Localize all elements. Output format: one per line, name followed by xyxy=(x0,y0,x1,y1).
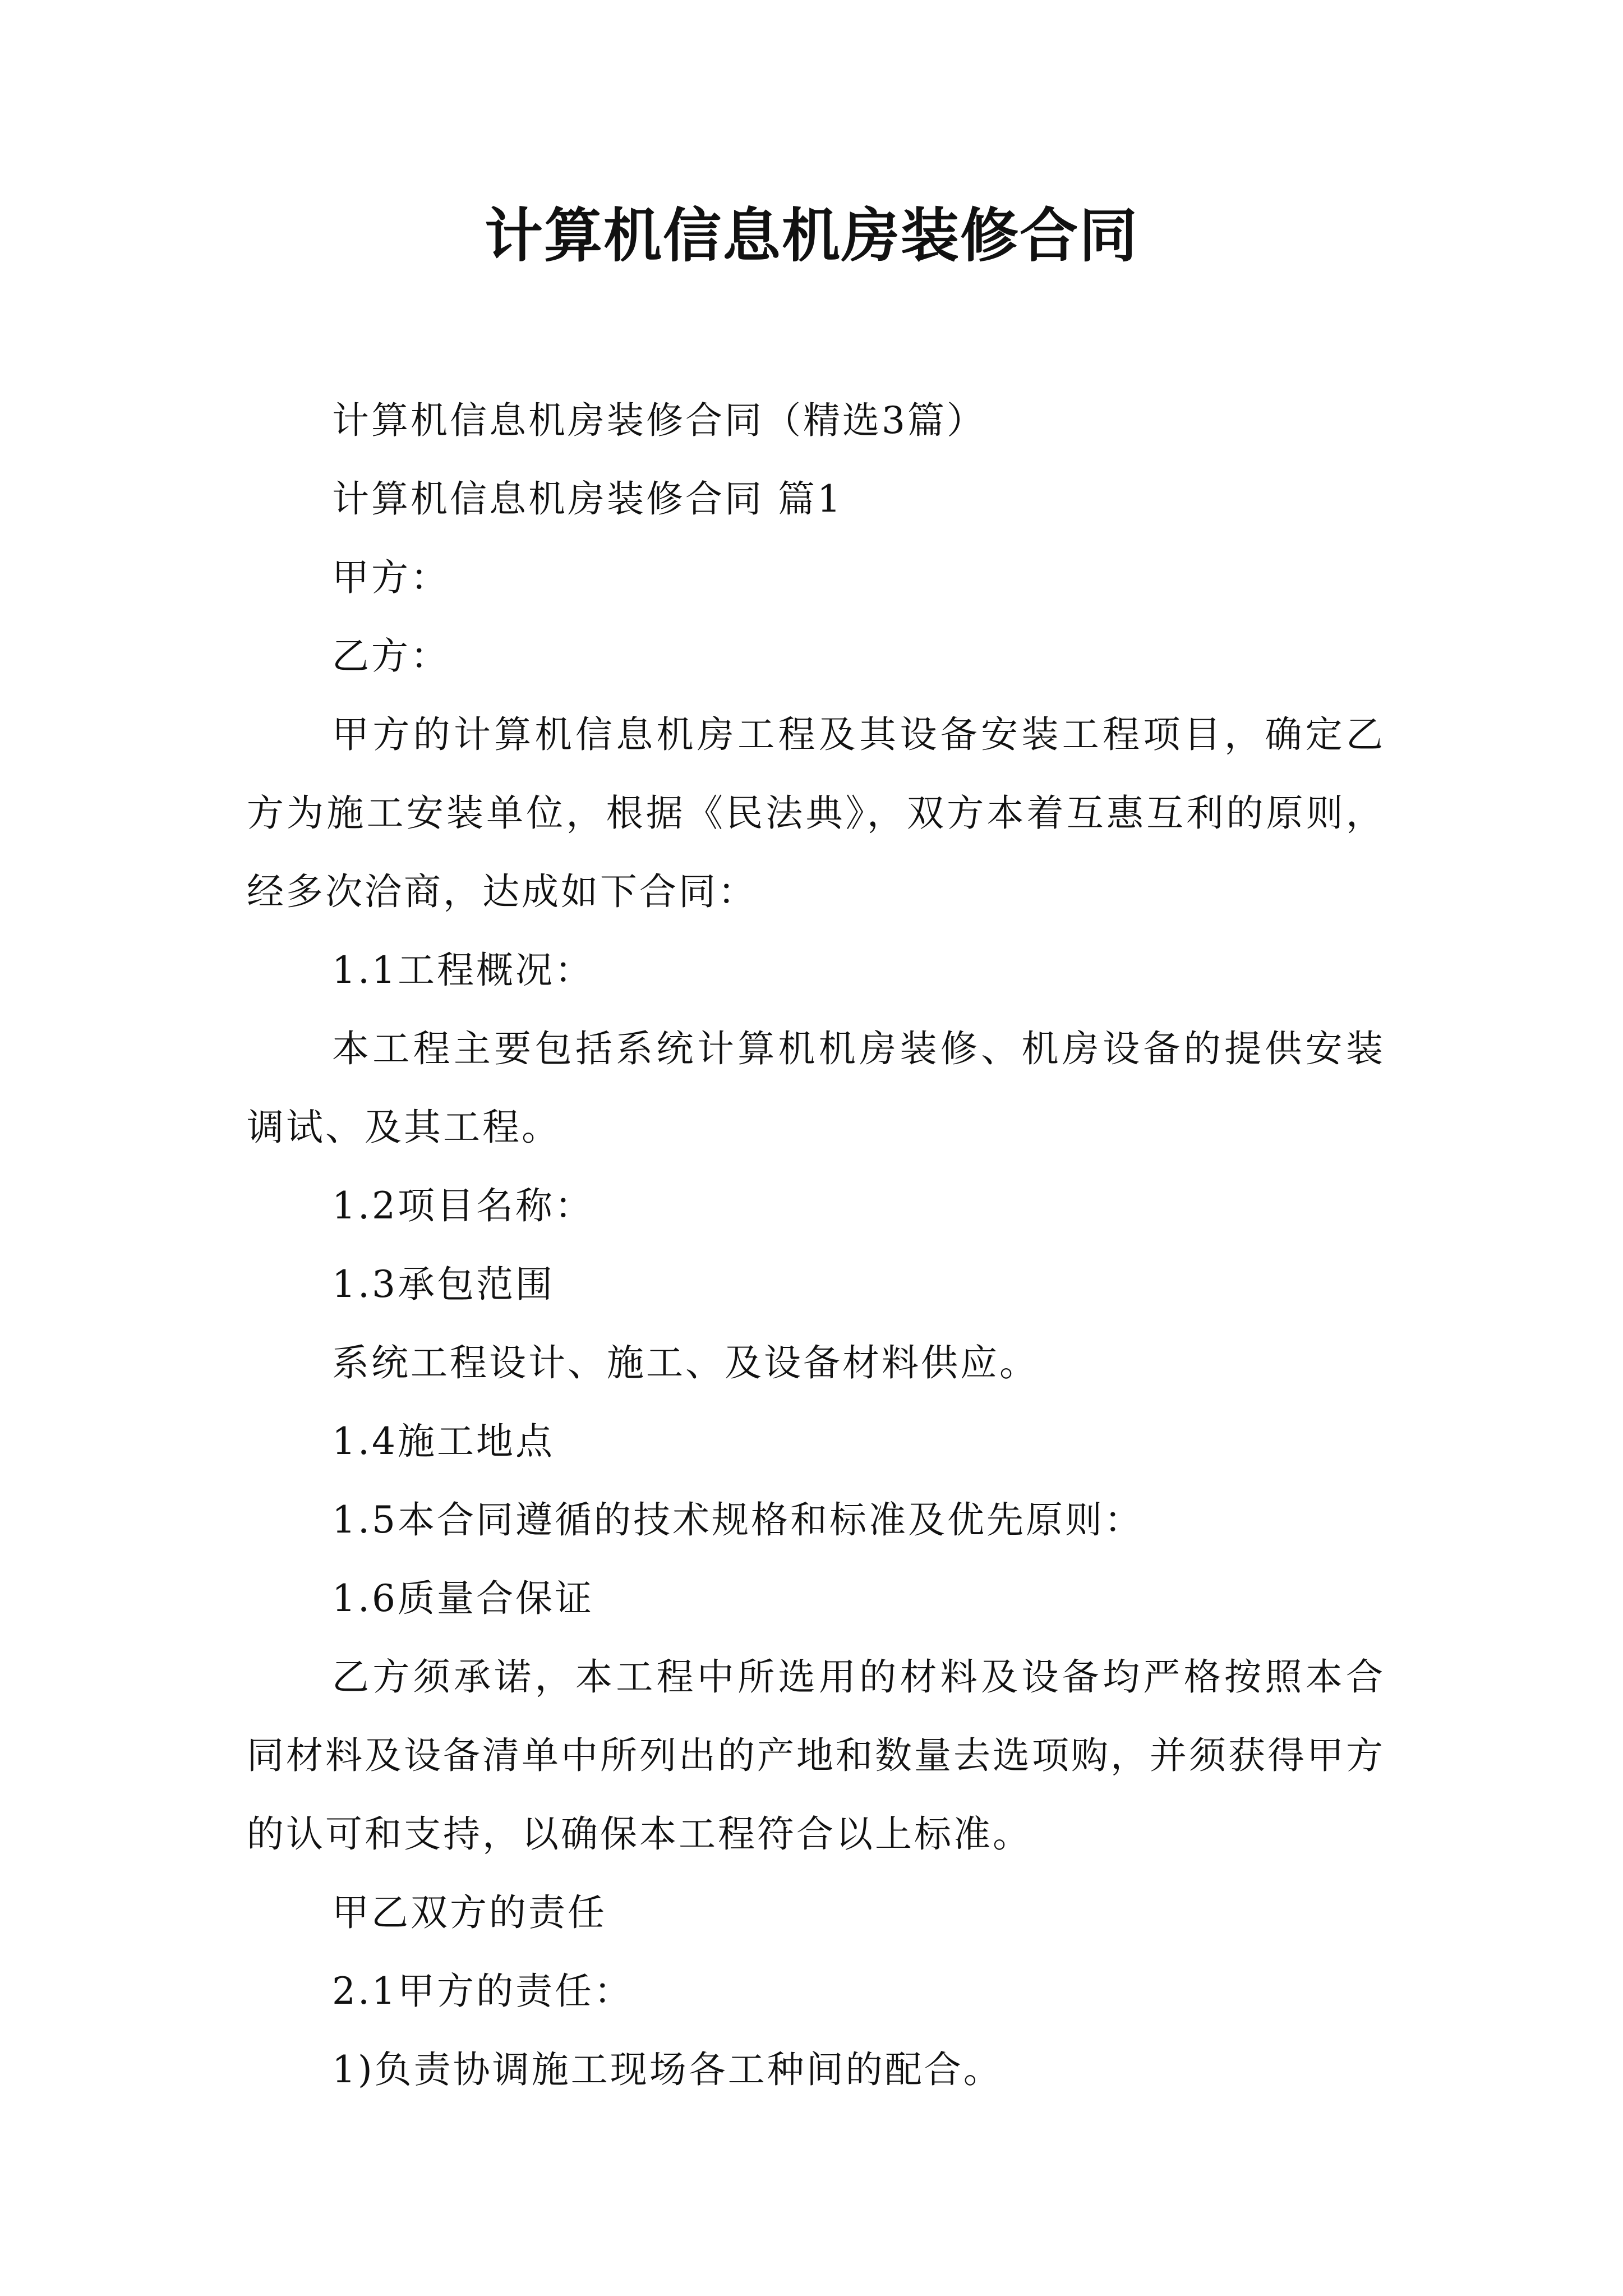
paragraph-part-heading: 计算机信息机房装修合同 篇1 xyxy=(332,477,843,521)
paragraph-project-overview: 本工程主要包括系统计算机机房装修、机房设备的提供安装调试、及其工程。 xyxy=(247,1027,1385,1149)
paragraph-scope: 系统工程设计、施工、及设备材料供应。 xyxy=(332,1341,1039,1384)
paragraph-section-1-6: 1.6质量合保证 xyxy=(332,1577,594,1620)
paragraph-section-1-1: 1.1工程概况： xyxy=(332,949,594,992)
paragraph-quality-guarantee: 乙方须承诺，本工程中所选用的材料及设备均严格按照本合同材料及设备清单中所列出的产地和数量去选项购，并须获得甲方的认可和支持，以确保本工程符合以上标准。 xyxy=(247,1655,1385,1856)
paragraph-section-2-1: 2.1甲方的责任： xyxy=(332,1970,633,2013)
paragraph-collection-title: 计算机信息机房装修合同（精选3篇） xyxy=(332,399,986,442)
paragraph-preamble: 甲方的计算机信息机房工程及其设备安装工程项目，确定乙方为施工安装单位，根据《民法典》，双方本着互惠互利的原则，经多次洽商，达成如下合同： xyxy=(247,713,1385,913)
paragraph-section-1-3: 1.3承包范围 xyxy=(332,1263,555,1306)
document-title: 计算机信息机房装修合同 xyxy=(484,201,1138,270)
paragraph-section-1-5: 1.5本合同遵循的技术规格和标准及优先原则： xyxy=(332,1498,1144,1542)
paragraph-item-1: 1)负责协调施工现场各工种间的配合。 xyxy=(332,2048,1003,2091)
document-body xyxy=(247,381,1385,2109)
paragraph-section-1-4: 1.4施工地点 xyxy=(332,1420,555,1463)
paragraph-party-a: 甲方： xyxy=(332,556,450,599)
paragraph-section-1-2: 1.2项目名称： xyxy=(332,1184,594,1227)
paragraph-responsibilities: 甲乙双方的责任 xyxy=(332,1891,607,1934)
paragraph-party-b: 乙方： xyxy=(332,634,450,678)
